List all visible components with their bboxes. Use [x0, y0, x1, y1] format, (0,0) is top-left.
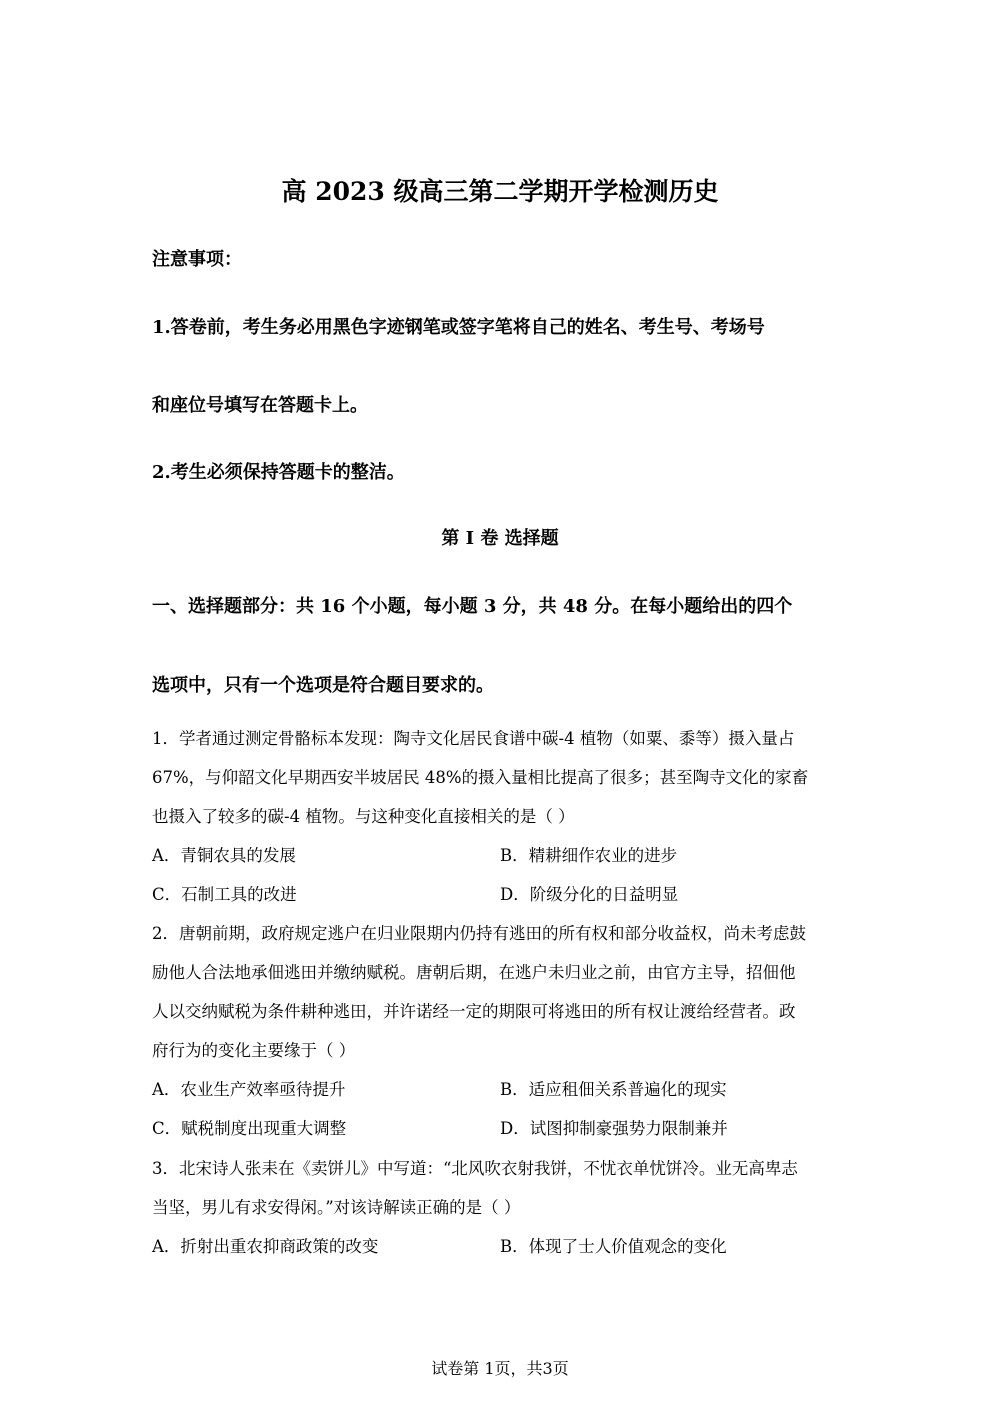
- question-2-option-c: C．赋税制度出现重大调整: [152, 1119, 347, 1138]
- question-3-option-a: A．折射出重农抑商政策的改变: [152, 1237, 379, 1256]
- question-2-line-2: 励他人合法地承佃逃田并缴纳赋税。唐朝后期，在逃户未归业之前，由官方主导，招佃他: [152, 963, 796, 982]
- part-intro-line-2: 选项中，只有一个选项是符合题目要求的。: [152, 675, 494, 696]
- question-3-option-b: B．体现了士人价值观念的变化: [500, 1237, 727, 1256]
- question-1-option-a: A．青铜农具的发展: [152, 846, 296, 865]
- section-title: 第 I 卷 选择题: [441, 528, 559, 549]
- question-2-line-4: 府行为的变化主要缘于（ ）: [152, 1041, 356, 1060]
- question-1-option-d: D．阶级分化的日益明显: [500, 885, 679, 904]
- question-2-option-d: D．试图抑制豪强势力限制兼并: [500, 1119, 728, 1138]
- question-1-option-c: C．石制工具的改进: [152, 885, 297, 904]
- question-2-line-1: 2．唐朝前期，政府规定逃户在归业限期内仍持有逃田的所有权和部分收益权，尚未考虑鼓: [152, 924, 806, 943]
- part-intro-line-1: 一、选择题部分：共 16 个小题，每小题 3 分，共 48 分。在每小题给出的四个: [152, 596, 793, 617]
- question-1-line-2: 67%，与仰韶文化早期西安半坡居民 48%的摄入量相比提高了很多；甚至陶寺文化的家畜: [152, 768, 809, 787]
- notice-item-1-line-1: 1.答卷前，考生务必用黑色字迹钢笔或签字笔将自己的姓名、考生号、考场号: [152, 317, 765, 338]
- question-3-line-1: 3．北宋诗人张耒在《卖饼儿》中写道：“北风吹衣射我饼，不忧衣单忧饼冷。业无高卑志: [152, 1159, 798, 1178]
- question-1-option-b: B．精耕细作农业的进步: [500, 846, 678, 865]
- question-2-option-a: A．农业生产效率亟待提升: [152, 1080, 346, 1099]
- notice-heading: 注意事项：: [152, 249, 242, 270]
- question-1-line-1: 1．学者通过测定骨骼标本发现：陶寺文化居民食谱中碳-4 植物（如粟、黍等）摄入量占: [152, 729, 795, 748]
- question-3-line-2: 当坚，男儿有求安得闲。”对该诗解读正确的是（ ）: [152, 1198, 521, 1217]
- question-2-option-b: B．适应租佃关系普遍化的现实: [500, 1080, 727, 1099]
- notice-item-1-line-2: 和座位号填写在答题卡上。: [152, 395, 368, 416]
- question-1-line-3: 也摄入了较多的碳-4 植物。与这种变化直接相关的是（ ）: [152, 807, 575, 826]
- notice-item-2: 2.考生必须保持答题卡的整洁。: [152, 462, 405, 483]
- exam-title: 高 2023 级高三第二学期开学检测历史: [281, 177, 719, 206]
- question-2-line-3: 人以交纳赋税为条件耕种逃田，并许诺经一定的期限可将逃田的所有权让渡给经营者。政: [152, 1002, 796, 1021]
- page-footer: 试卷第 1页，共3页: [431, 1359, 569, 1378]
